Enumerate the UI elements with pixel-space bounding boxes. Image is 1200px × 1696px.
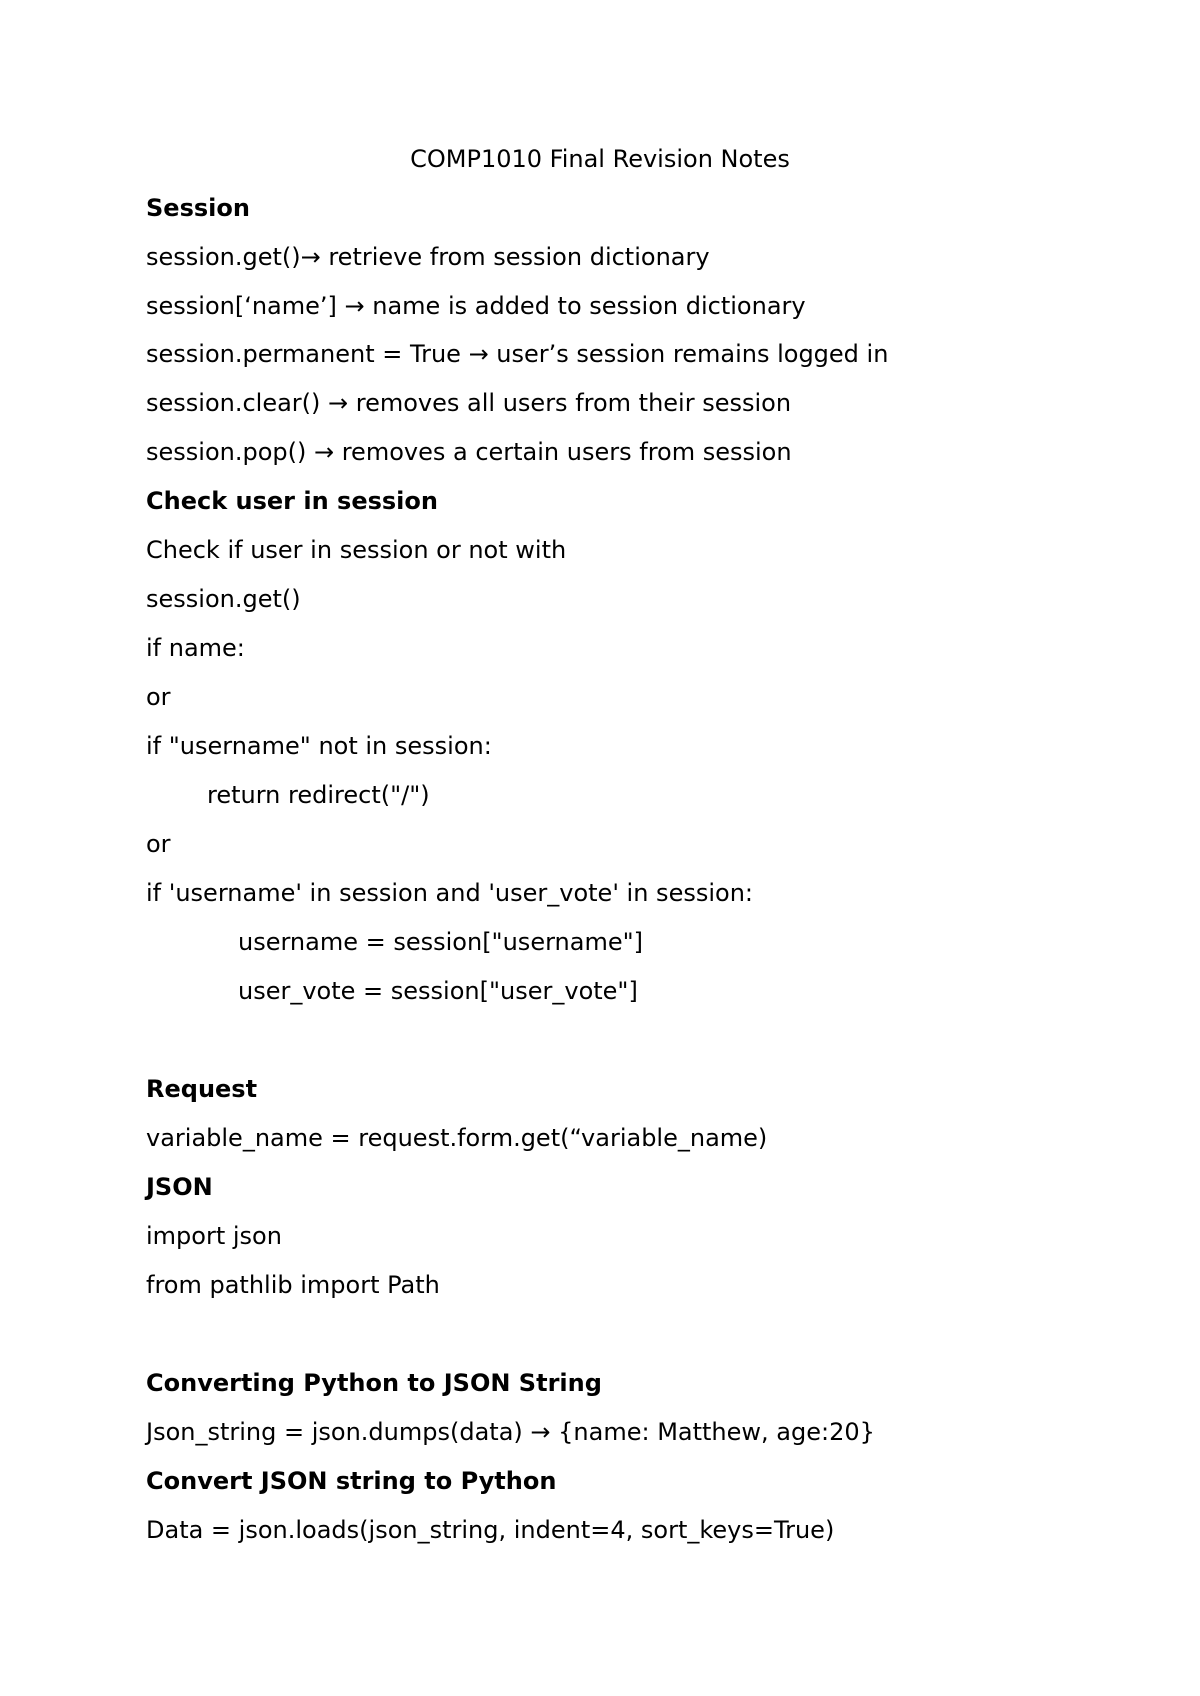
section-heading-session: Session: [146, 194, 250, 222]
code-line-indented: return redirect("/"): [207, 781, 430, 809]
text-line: session.get()→ retrieve from session dictionary: [146, 243, 710, 271]
text-line: Check if user in session or not with: [146, 536, 567, 564]
code-line-indented: username = session["username"]: [238, 928, 643, 956]
text-line: session.clear() → removes all users from their session: [146, 389, 792, 417]
section-heading-check-user: Check user in session: [146, 487, 438, 515]
code-line: session.get(): [146, 585, 301, 613]
code-line-indented: user_vote = session["user_vote"]: [238, 977, 638, 1005]
code-line: from pathlib import Path: [146, 1271, 440, 1299]
code-line: Json_string = json.dumps(data) → {name: Matthew, age:20}: [146, 1418, 875, 1446]
code-line: if 'username' in session and 'user_vote' in session:: [146, 879, 753, 907]
text-line: session[‘name’] → name is added to session dictionary: [146, 292, 806, 320]
code-line: if "username" not in session:: [146, 732, 492, 760]
text-line: or: [146, 683, 171, 711]
text-line: session.permanent = True → user’s session remains logged in: [146, 340, 889, 368]
code-line: import json: [146, 1222, 282, 1250]
code-line: variable_name = request.form.get(“variable_name): [146, 1124, 768, 1152]
code-line: Data = json.loads(json_string, indent=4, sort_keys=True): [146, 1516, 835, 1544]
document-title: COMP1010 Final Revision Notes: [410, 145, 790, 173]
text-line: or: [146, 830, 171, 858]
section-heading-json: JSON: [146, 1173, 213, 1201]
code-line: if name:: [146, 634, 245, 662]
section-heading-json-to-python: Convert JSON string to Python: [146, 1467, 557, 1495]
section-heading-request: Request: [146, 1075, 258, 1103]
text-line: session.pop() → removes a certain users from session: [146, 438, 792, 466]
section-heading-python-to-json: Converting Python to JSON String: [146, 1369, 602, 1397]
